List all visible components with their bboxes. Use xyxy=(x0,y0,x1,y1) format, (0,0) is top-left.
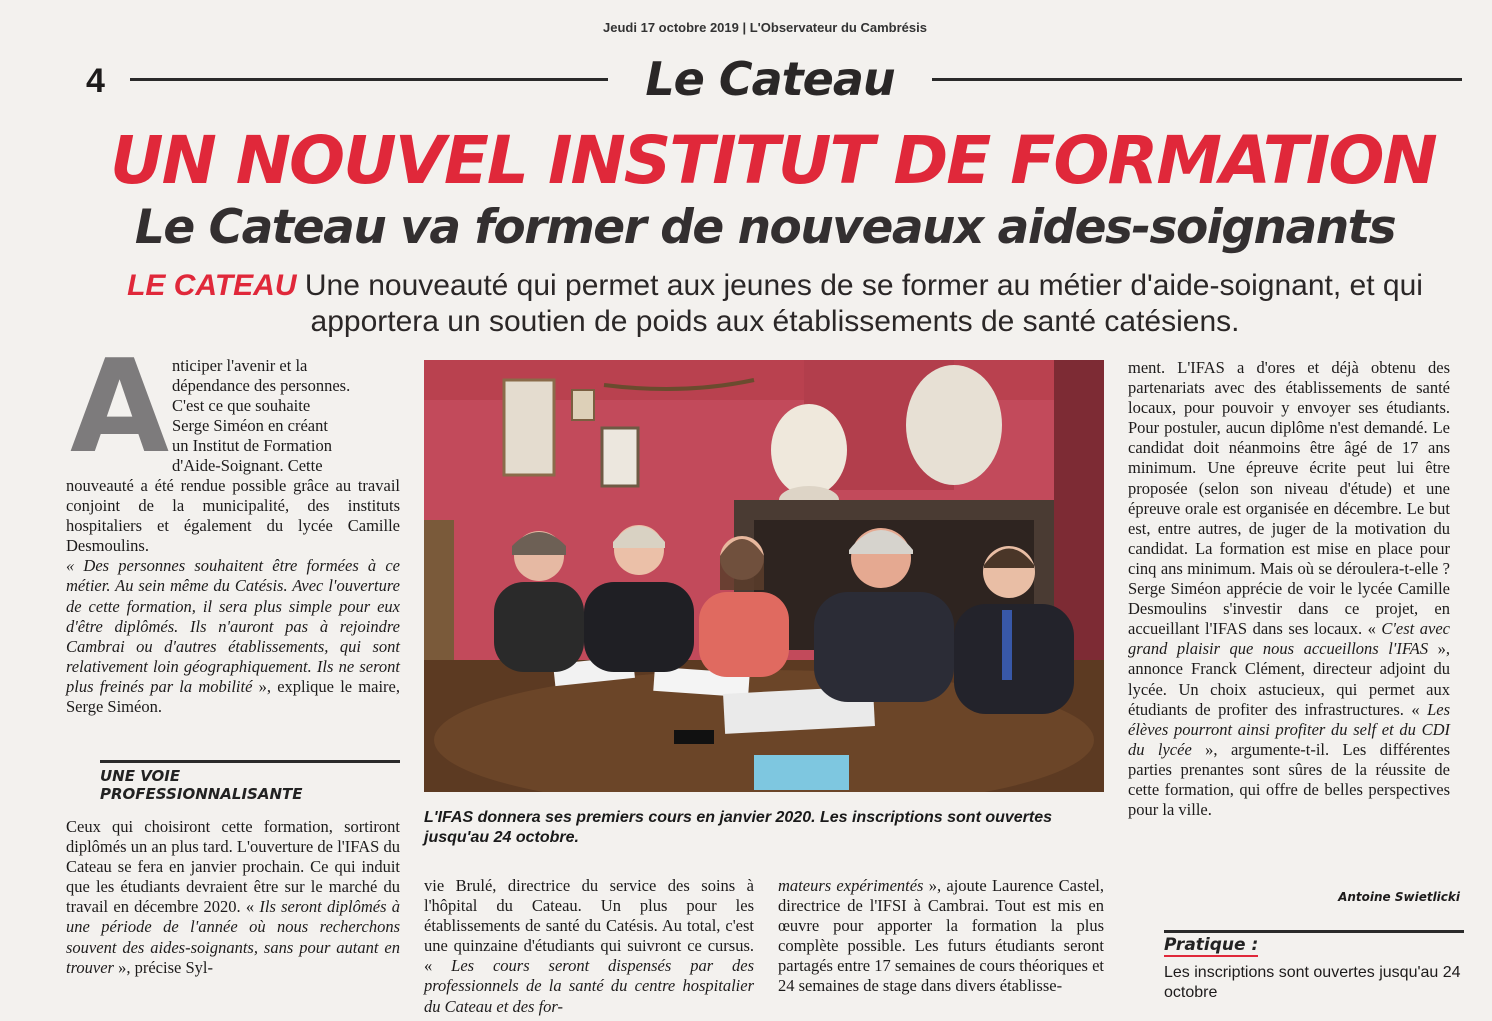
kicker-line-1: Une nouveauté qui permet aux jeunes de se former au métier d'aide-soignant, et qui xyxy=(296,269,1423,302)
col1-continued xyxy=(66,817,400,978)
quote-italic: C'est avec grand plaisir que nous accueillons l'IFAS xyxy=(1128,619,1450,659)
text: Ceux qui choisiront cette formation, sortiront diplômés un an plus tard. L'ouverture de l'IFAS du Cateau se fera en janvier prochain. Ce qui induit que les étudiants devraient être sur le marché du travail en décembre 2020. « xyxy=(66,817,400,917)
practical-info-box xyxy=(1164,930,1464,1003)
intertitle-line-2: PROFESSIONNALISANTE xyxy=(100,785,303,803)
col1-line: Serge Siméon en créant xyxy=(172,416,328,436)
col1-body xyxy=(66,476,400,717)
col4-body xyxy=(1128,358,1450,820)
photo-illustration xyxy=(424,360,1104,792)
practical-title: Pratique : xyxy=(1164,935,1259,955)
text: ment. L'IFAS a d'ores et déjà obtenu des partenariats avec des établissements de santé locaux, pour pouvoir y envoyer ses étudiants. Pour postuler, aucun diplôme n'est demandé. Le candidat doit néanmoins être âgé de 17 ans minimum. Une épreuve écrite peut lui être proposée (selon son niveau d'étude) et une épreuve orale est organisée en décembre. Le but est, entre autres, de juger de la motivation du candidat. La formation est mise en place pour cinq ans minimum. Mais où se déroulera-t-elle ? Serge Siméon apprécie de voir le lycée Camille Desmoulins s'investir dans ce projet, en accueillant l'IFAS dans ses locaux. « xyxy=(1128,358,1450,639)
intertitle xyxy=(70,760,400,803)
page-number: 4 xyxy=(86,62,105,100)
masthead-rule-right xyxy=(932,78,1462,81)
text: », précise Syl- xyxy=(113,957,213,977)
kicker-line-2: apportera un soutien de poids aux établissements de santé catésiens. xyxy=(310,305,1240,338)
photo-caption: L'IFAS donnera ses premiers cours en janvier 2020. Les inscriptions sont ouvertes jusqu'au 24 octobre. xyxy=(424,809,1053,846)
quote-italic: Ils seront diplômés à une période de l'année où nous recherchons souvent des aides-soignants, sans pour autant en trouver xyxy=(66,897,401,977)
kicker-place: LE CATEAU xyxy=(127,269,297,302)
col1-quote xyxy=(66,556,400,717)
col1-intro xyxy=(172,356,400,477)
intertitle-line-1: UNE VOIE xyxy=(100,767,181,785)
headline: UN NOUVEL INSTITUT DE FORMATION xyxy=(110,122,1436,199)
text: », annonce Franck Clément, directeur adjoint du lycée. Un choix astucieux, qui permet aux étudiants de profiter des infrastructures. « xyxy=(1128,639,1450,719)
col1-line: un Institut de Formation xyxy=(172,436,332,456)
quote-italic: Les élèves pourront ainsi profiter du self et du CDI du lycée xyxy=(1128,699,1450,759)
section-title: Le Cateau xyxy=(645,52,895,106)
text: », ajoute Laurence Castel, directrice de l'IFSI à Cambrai. Tout est mis en œuvre pour apporter la formation la plus complète possible. Les futurs étudiants seront partagés entre 17 semaines de cours théoriques et 24 semaines de stage dans divers établisse- xyxy=(778,876,1104,996)
article-photo xyxy=(424,360,1104,792)
intertitle-rule xyxy=(100,760,400,763)
practical-rule xyxy=(1164,930,1464,933)
col1-line: dépendance des personnes. xyxy=(172,376,351,396)
quote-italic: mateurs expérimentés xyxy=(778,876,924,895)
quote-attribution: », explique le maire, Serge Siméon. xyxy=(66,676,400,717)
text: », argumente-t-il. Les différentes parties prenantes sont sûres de la réussite de cette formation, qui offre de belles perspectives pour la ville. xyxy=(1128,739,1450,820)
col3-body xyxy=(778,876,1104,997)
dateline: Jeudi 17 octobre 2019 | L'Observateur du Cambrésis xyxy=(603,20,927,35)
quote-italic: Les cours seront dispensés par des professionnels de la santé du centre hospitalier du Cateau et des for- xyxy=(424,956,755,1016)
col1-line: C'est ce que souhaite xyxy=(172,396,311,416)
quote-italic: « Des personnes souhaitent être formées à ce métier. Au sein même du Catésis. Avec l'ouverture de cette formation, il sera plus simple pour eux d'être diplômés. Ils n'auront pas à rejoindre Cambrai ou d'autres établissements, qui sont relativement loin géographiquement. Ils ne seront plus freinés par la mobilité xyxy=(66,556,400,696)
text: vie Brulé, directrice du service des soins à l'hôpital du Cateau. Un plus pour les établissements de santé du Catésis. Au total, c'est une quinzaine d'étudiants qui suivront ce cursus. « xyxy=(424,876,754,976)
kicker xyxy=(110,268,1440,340)
col1-line: d'Aide-Soignant. Cette xyxy=(172,456,323,476)
col1-line: nticiper l'avenir et la xyxy=(172,356,308,375)
col1-paragraph: nouveauté a été rendue possible grâce au travail conjoint de la municipalité, des instituts hospitaliers et également du lycée Camille Desmoulins. xyxy=(66,476,400,556)
author-signature: Antoine Swietlicki xyxy=(1338,890,1460,904)
col2-body xyxy=(424,876,754,1017)
subheadline: Le Cateau va former de nouveaux aides-soignants xyxy=(134,200,1396,255)
masthead-rule-left xyxy=(130,78,608,81)
dropcap: A xyxy=(70,333,170,482)
practical-text: Les inscriptions sont ouvertes jusqu'au 24 octobre xyxy=(1164,964,1461,1001)
